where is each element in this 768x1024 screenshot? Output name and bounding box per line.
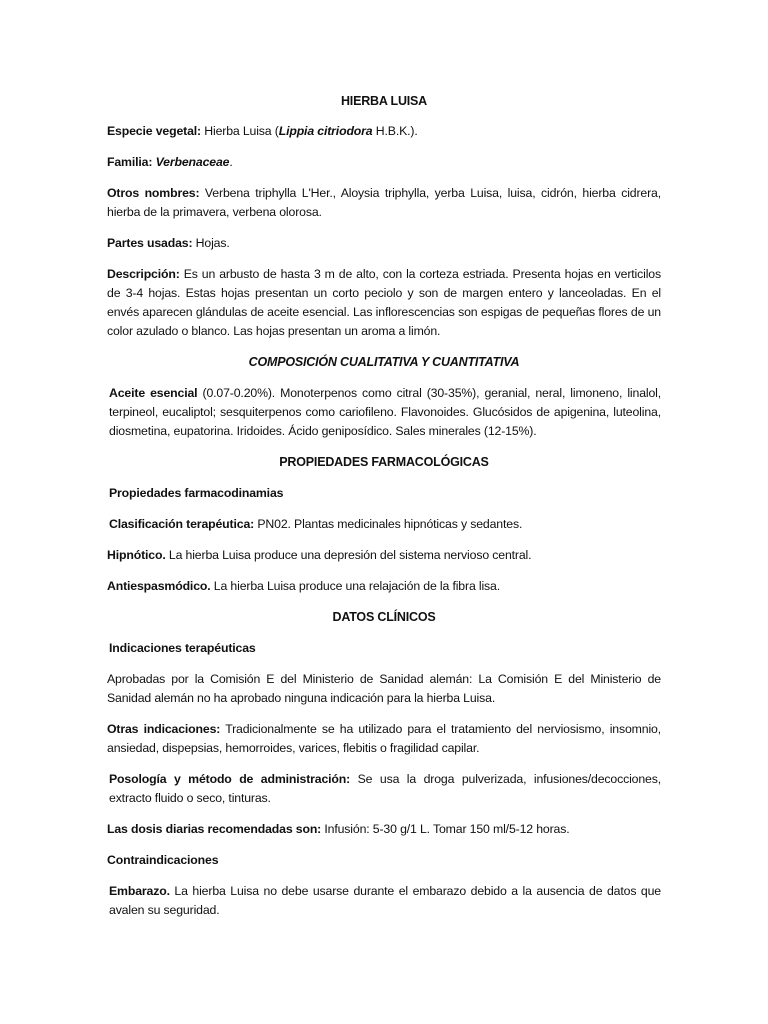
- antiespasmodico-label: Antiespasmódico.: [107, 579, 211, 593]
- otros-nombres-paragraph: [107, 184, 661, 222]
- dosis-label: Las dosis diarias recomendadas son:: [107, 822, 322, 836]
- aceite-text: (0.07-0.20%). Monoterpenos como citral (30-35%), geranial, neral, limoneno, linalol, terpineol, eucaliptol; sesquiterpenos como cariofileno. Flavonoides. Glucósidos de apigenina, luteolina, diosmetina, eupatorina. Iridoides. Ácido geniposídico. Sales minerales (12-15%).: [109, 386, 661, 438]
- otros-nombres-text: Verbena triphylla L'Her., Aloysia triphylla, yerba Luisa, luisa, cidrón, hierba cidrera, hierba de la primavera, verbena olorosa.: [107, 186, 661, 219]
- posologia-text: Se usa la droga pulverizada, infusiones/decocciones, extracto fluido o seco, tinturas.: [109, 772, 661, 805]
- contraindicaciones-heading: [107, 851, 661, 870]
- section-composicion: COMPOSICIÓN CUALITATIVA Y CUANTITATIVA: [248, 355, 520, 369]
- otras-indicaciones-text: Tradicionalmente se ha utilizado para el tratamiento del nerviosismo, insomnio, ansiedad, dispepsias, hemorroides, varices, flebitis o fragilidad capilar.: [107, 722, 661, 755]
- document-title: HIERBA LUISA: [340, 94, 428, 108]
- especie-latin-name: Lippia citriodora: [278, 124, 373, 138]
- especie-label: Especie vegetal:: [107, 124, 201, 138]
- especie-author: H.B.K.).: [372, 124, 418, 138]
- otras-indicaciones-label: Otras indicaciones:: [107, 722, 221, 736]
- partes-paragraph: [107, 234, 661, 253]
- partes-text: Hojas.: [192, 236, 230, 250]
- familia-value: Verbenaceae: [155, 155, 230, 169]
- otras-indicaciones-paragraph: [107, 720, 661, 758]
- familia-label: Familia:: [107, 155, 153, 169]
- section-datos-clinicos: DATOS CLÍNICOS: [332, 610, 436, 624]
- familia-tail: .: [229, 155, 233, 169]
- especie-paragraph: [107, 122, 661, 141]
- dosis-paragraph: [107, 820, 661, 839]
- embarazo-paragraph: [107, 882, 661, 920]
- hipnotico-text: La hierba Luisa produce una depresión del sistema nervioso central.: [165, 548, 532, 562]
- partes-label: Partes usadas:: [107, 236, 193, 250]
- otros-nombres-label: Otros nombres:: [107, 186, 200, 200]
- propiedades-farmacodinamias-label: Propiedades farmacodinamias: [109, 486, 284, 500]
- especie-text: Hierba Luisa (: [200, 124, 279, 138]
- posologia-paragraph: [107, 770, 661, 808]
- descripcion-label: Descripción:: [107, 267, 180, 281]
- descripcion-text: Es un arbusto de hasta 3 m de alto, con la corteza estriada. Presenta hojas en verticilos de 3-4 hojas. Estas hojas presentan un corto peciolo y son de margen entero y lanceoladas. En el envés aparecen glándulas de aceite esencial. Las inflorescencias son espigas de pequeñas flores de un color azulado o blanco. Las hojas presentan un aroma a limón.: [107, 267, 661, 338]
- embarazo-label: Embarazo.: [109, 884, 170, 898]
- embarazo-text: La hierba Luisa no debe usarse durante el embarazo debido a la ausencia de datos que avalen su seguridad.: [109, 884, 661, 917]
- contraindicaciones-label: Contraindicaciones: [107, 853, 219, 867]
- familia-paragraph: [107, 153, 661, 172]
- section-propiedades: PROPIEDADES FARMACOLÓGICAS: [279, 455, 489, 469]
- dosis-text: Infusión: 5-30 g/1 L. Tomar 150 ml/5-12 horas.: [321, 822, 570, 836]
- aceite-paragraph: [107, 384, 661, 441]
- clasificacion-paragraph: [107, 515, 661, 534]
- propiedades-farmacodinamias-heading: [107, 484, 661, 503]
- antiespasmodico-text: La hierba Luisa produce una relajación de la fibra lisa.: [210, 579, 501, 593]
- descripcion-paragraph: [107, 265, 661, 341]
- clasificacion-label: Clasificación terapéutica:: [109, 517, 255, 531]
- indicaciones-heading: [107, 639, 661, 658]
- hipnotico-label: Hipnótico.: [107, 548, 166, 562]
- posologia-label: Posología y método de administración:: [109, 772, 351, 786]
- aceite-label: Aceite esencial: [109, 386, 198, 400]
- aprobadas-paragraph: Aprobadas por la Comisión E del Ministerio de Sanidad alemán: La Comisión E del Ministerio de Sanidad alemán no ha aprobado ninguna indicación para la hierba Luisa.: [107, 672, 661, 705]
- hipnotico-paragraph: [107, 546, 661, 565]
- indicaciones-label: Indicaciones terapéuticas: [109, 641, 256, 655]
- antiespasmodico-paragraph: [107, 577, 661, 596]
- clasificacion-text: PN02. Plantas medicinales hipnóticas y sedantes.: [254, 517, 523, 531]
